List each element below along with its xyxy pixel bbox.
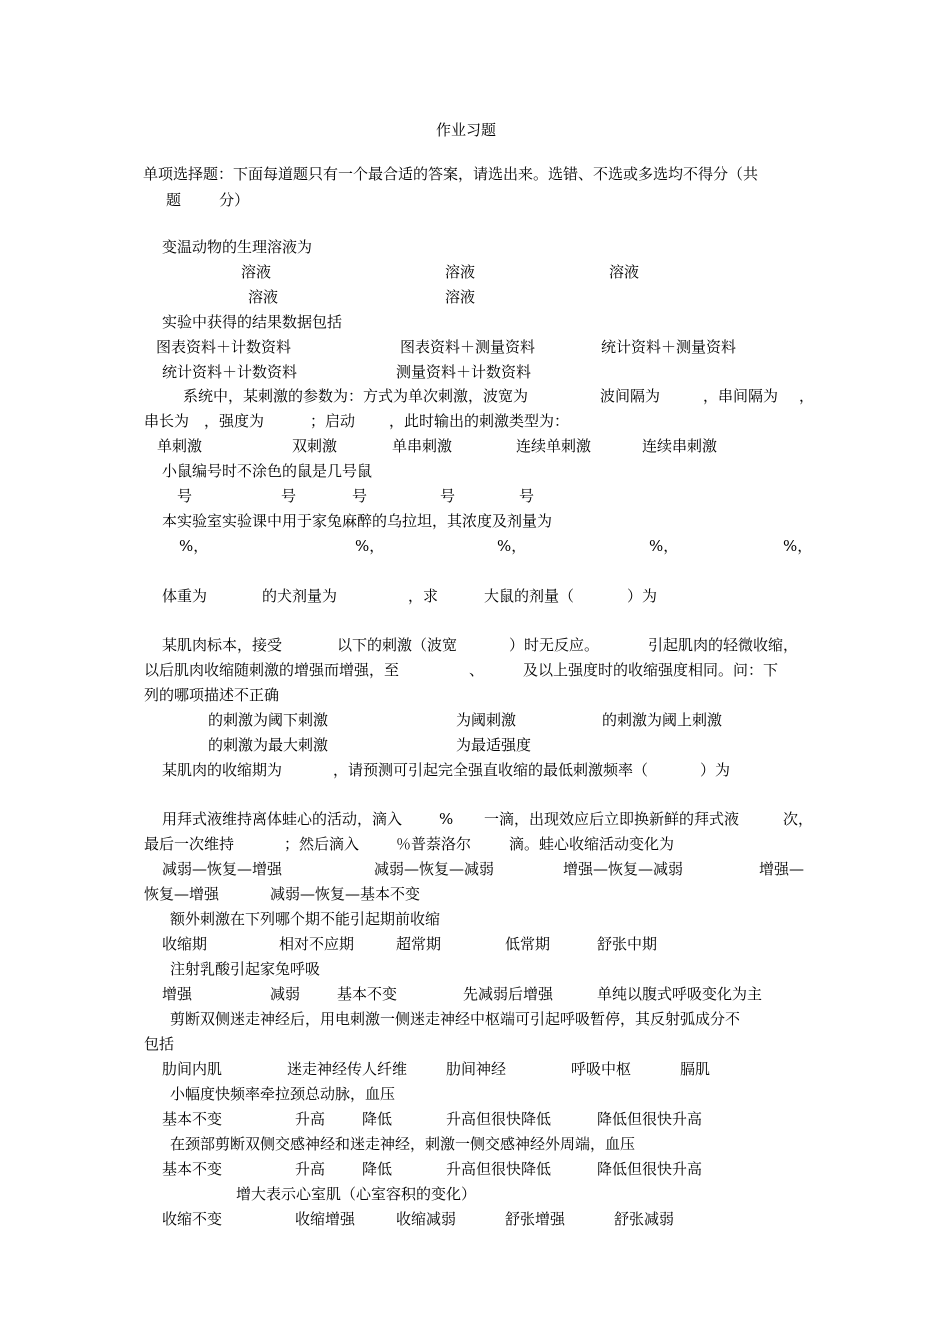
question-5-option-b: %， (355, 537, 385, 555)
question-9-line-2-part-2: ；然后滴入 (284, 835, 360, 853)
question-3-line-2-part-2: ，强度为 (204, 412, 265, 430)
question-11-stem: 注射乳酸引起家兔呼吸 (170, 960, 321, 978)
question-4-stem: 小鼠编号时不涂色的鼠是几号鼠 (162, 462, 373, 480)
question-5-option-d: %， (649, 537, 679, 555)
question-11-option-d: 先减弱后增强 (463, 985, 554, 1003)
question-12-option-e: 膈肌 (680, 1060, 711, 1078)
question-14-stem: 在颈部剪断双侧交感神经和迷走神经，刺激一侧交感神经外周端，血压 (170, 1135, 636, 1153)
question-10-option-a: 收缩期 (162, 935, 208, 953)
question-2-option-d: 统计资料＋计数资料 (162, 363, 298, 381)
question-5-stem: 本实验室实验课中用于家兔麻醉的乌拉坦，其浓度及剂量为 (162, 512, 553, 530)
question-15-option-d: 舒张增强 (505, 1210, 566, 1228)
instructions-line-2: 题 分） (166, 191, 250, 209)
question-3-option-c: 单串刺激 (392, 437, 453, 455)
question-10-option-b: 相对不应期 (279, 935, 355, 953)
question-12-line-2: 包括 (144, 1035, 175, 1053)
question-4-option-e: 号 (519, 487, 535, 505)
question-2-option-e: 测量资料＋计数资料 (396, 363, 532, 381)
question-13-option-d: 升高但很快降低 (446, 1110, 552, 1128)
question-7-line-2-part-2: 、 (469, 661, 485, 679)
question-7-line-3: 列的哪项描述不正确 (144, 686, 280, 704)
question-9-option-e: 减弱—恢复—基本不变 (270, 885, 421, 903)
question-1-option-e: 溶液 (445, 288, 476, 306)
question-7-option-b: 为阈刺激 (456, 711, 517, 729)
question-2-stem: 实验中获得的结果数据包括 (162, 313, 343, 331)
question-13-option-c: 降低 (362, 1110, 393, 1128)
question-11-option-a: 增强 (162, 985, 193, 1003)
question-1-stem: 变温动物的生理溶液为 (162, 238, 313, 256)
question-2-option-b: 图表资料＋测量资料 (400, 338, 536, 356)
question-1-option-a: 溶液 (241, 263, 272, 281)
question-15-option-c: 收缩减弱 (396, 1210, 457, 1228)
question-3-option-a: 单刺激 (157, 437, 203, 455)
question-6-part-5: ）为 (627, 587, 658, 605)
question-11-option-b: 减弱 (270, 985, 301, 1003)
question-4-option-a: 号 (177, 487, 193, 505)
question-9-line-1-part-4: 次， (783, 810, 814, 828)
instructions-line-1: 单项选择题：下面每道题只有一个最合适的答案，请选出来。选错、不选或多选均不得分（共 (143, 165, 759, 183)
question-9-option-b: 减弱—恢复—减弱 (374, 860, 495, 878)
question-2-option-c: 统计资料＋测量资料 (601, 338, 737, 356)
question-6-part-3: ，求 (408, 587, 439, 605)
question-6-part-2: 的犬剂量为 (262, 587, 338, 605)
question-3-line-1-part-2: 波间隔为 (600, 387, 661, 405)
question-12-option-b: 迷走神经传人纤维 (287, 1060, 408, 1078)
question-3-line-1-part-1: 系统中，某刺激的参数为：方式为单次刺激，波宽为 (183, 387, 529, 405)
question-3-line-2-part-4: ，此时输出的刺激类型为： (389, 412, 570, 430)
question-14-option-d: 升高但很快降低 (446, 1160, 552, 1178)
question-14-option-e: 降低但很快升高 (597, 1160, 703, 1178)
question-15-stem: 增大表示心室肌（心室容积的变化） (236, 1185, 477, 1203)
question-15-option-e: 舒张减弱 (614, 1210, 675, 1228)
question-10-option-e: 舒张中期 (597, 935, 658, 953)
question-12-option-c: 肋间神经 (446, 1060, 507, 1078)
question-7-line-1-part-1: 某肌肉标本，接受 (162, 636, 283, 654)
question-3-line-2-part-1: 串长为 (144, 412, 190, 430)
question-10-stem: 额外刺激在下列哪个期不能引起期前收缩 (170, 910, 441, 928)
question-5-option-a: %， (179, 537, 209, 555)
question-7-line-1-part-4: 引起肌肉的轻微收缩， (648, 636, 799, 654)
question-1-option-b: 溶液 (445, 263, 476, 281)
question-11-option-c: 基本不变 (337, 985, 398, 1003)
question-14-option-b: 升高 (295, 1160, 326, 1178)
question-9-line-1-part-1: 用拜式液维持离体蛙心的活动，滴入 (162, 810, 403, 828)
question-7-line-2-part-3: 及以上强度时的收缩强度相同。问：下 (523, 661, 779, 679)
question-8-part-1: 某肌肉的收缩期为 (162, 761, 283, 779)
question-9-option-a: 减弱—恢复—增强 (162, 860, 283, 878)
question-7-option-a: 的刺激为阈下刺激 (208, 711, 329, 729)
question-8-part-3: ）为 (700, 761, 731, 779)
question-10-option-d: 低常期 (505, 935, 551, 953)
question-13-stem: 小幅度快频率牵拉颈总动脉，血压 (170, 1085, 396, 1103)
question-15-option-b: 收缩增强 (295, 1210, 356, 1228)
question-4-option-d: 号 (440, 487, 456, 505)
question-5-option-e: %， (783, 537, 813, 555)
question-3-line-2-part-3: ；启动 (310, 412, 356, 430)
question-14-option-a: 基本不变 (162, 1160, 223, 1178)
question-4-option-c: 号 (352, 487, 368, 505)
question-12-option-a: 肋间内肌 (162, 1060, 223, 1078)
question-9-line-1-part-2: % (439, 810, 454, 828)
question-3-line-1-part-4: ， (799, 387, 815, 405)
question-3-option-d: 连续单刺激 (516, 437, 592, 455)
question-9-line-1-part-3: 一滴，出现效应后立即换新鲜的拜式液 (484, 810, 740, 828)
question-8-part-2: ，请预测可引起完全强直收缩的最低刺激频率（ (333, 761, 649, 779)
question-12-line-1: 剪断双侧迷走神经后，用电刺激一侧迷走神经中枢端可引起呼吸暂停，其反射弧成分不 (170, 1010, 741, 1028)
question-1-option-d: 溶液 (248, 288, 279, 306)
question-15-option-a: 收缩不变 (162, 1210, 223, 1228)
document-title: 作业习题 (436, 121, 497, 139)
question-9-line-2-part-3: ％普萘洛尔 (396, 835, 472, 853)
question-11-option-e: 单纯以腹式呼吸变化为主 (597, 985, 763, 1003)
question-3-option-b: 双刺激 (292, 437, 338, 455)
question-9-option-d-part-1: 增强— (759, 860, 805, 878)
question-13-option-b: 升高 (295, 1110, 326, 1128)
question-7-line-1-part-2: 以下的刺激（波宽 (337, 636, 458, 654)
question-10-option-c: 超常期 (396, 935, 442, 953)
question-13-option-a: 基本不变 (162, 1110, 223, 1128)
question-7-option-d: 的刺激为最大刺激 (208, 736, 329, 754)
question-3-option-e: 连续串刺激 (642, 437, 718, 455)
question-9-line-2-part-4: 滴。蛙心收缩活动变化为 (509, 835, 675, 853)
question-3-line-1-part-3: ，串间隔为 (703, 387, 779, 405)
question-7-line-1-part-3: ）时无反应。 (509, 636, 600, 654)
question-6-part-1: 体重为 (162, 587, 208, 605)
question-7-line-2-part-1: 以后肌肉收缩随刺激的增强而增强，至 (144, 661, 400, 679)
question-7-option-c: 的刺激为阈上刺激 (602, 711, 723, 729)
question-5-option-c: %， (497, 537, 527, 555)
question-14-option-c: 降低 (362, 1160, 393, 1178)
question-2-option-a: 图表资料＋计数资料 (156, 338, 292, 356)
question-12-option-d: 呼吸中枢 (571, 1060, 632, 1078)
question-9-line-2-part-1: 最后一次维持 (144, 835, 235, 853)
question-1-option-c: 溶液 (609, 263, 640, 281)
question-9-option-c: 增强—恢复—减弱 (563, 860, 684, 878)
question-13-option-e: 降低但很快升高 (597, 1110, 703, 1128)
question-7-option-e: 为最适强度 (456, 736, 532, 754)
question-9-option-d-part-2: 恢复—增强 (144, 885, 220, 903)
question-4-option-b: 号 (281, 487, 297, 505)
question-6-part-4: 大鼠的剂量（ (484, 587, 575, 605)
